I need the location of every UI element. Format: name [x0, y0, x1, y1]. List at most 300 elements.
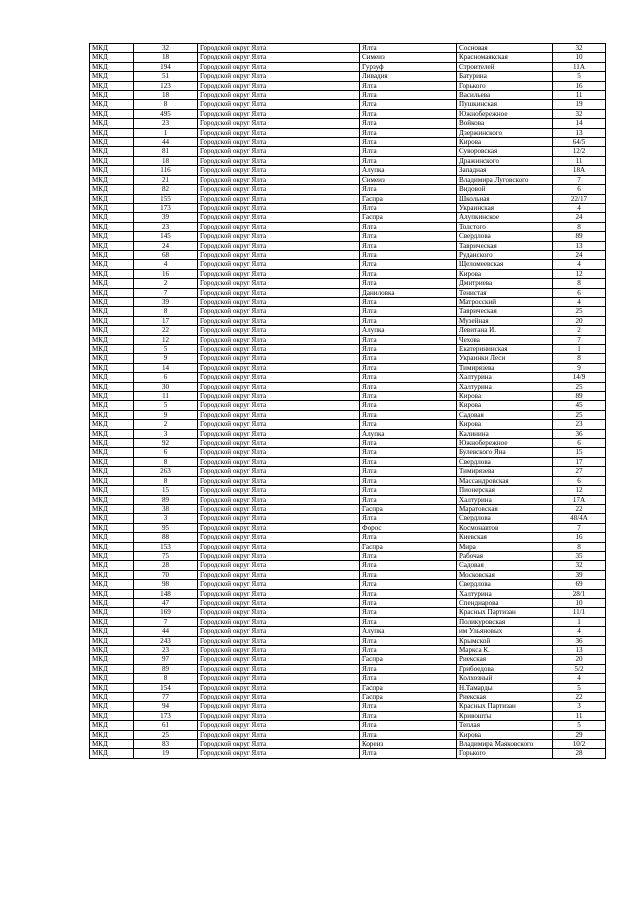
street-cell: Музейная [457, 316, 553, 325]
municipality-cell: Городской округ Ялта [198, 326, 360, 335]
record-number-cell: 2 [134, 279, 198, 288]
object-type-cell: МКД [90, 655, 134, 664]
locality-cell: Ялта [360, 570, 457, 579]
table-row [90, 288, 606, 297]
municipality-cell: Городской округ Ялта [198, 598, 360, 607]
table-row [90, 429, 606, 438]
municipality-cell: Городской округ Ялта [198, 316, 360, 325]
object-type-cell: МКД [90, 627, 134, 636]
municipality-cell: Городской округ Ялта [198, 194, 360, 203]
locality-cell: Ялта [360, 100, 457, 109]
street-cell: Видовой [457, 185, 553, 194]
street-cell: Владимира Маяковского [457, 740, 553, 749]
object-type-cell: МКД [90, 91, 134, 100]
municipality-cell: Городской округ Ялта [198, 363, 360, 372]
table-row [90, 617, 606, 626]
object-type-cell: МКД [90, 589, 134, 598]
municipality-cell: Городской округ Ялта [198, 147, 360, 156]
object-type-cell: МКД [90, 166, 134, 175]
object-type-cell: МКД [90, 213, 134, 222]
object-type-cell: МКД [90, 185, 134, 194]
object-type-cell: МКД [90, 740, 134, 749]
record-number-cell: 24 [134, 241, 198, 250]
municipality-cell: Городской округ Ялта [198, 439, 360, 448]
locality-cell: Ялта [360, 486, 457, 495]
street-cell: Щеломеевская [457, 260, 553, 269]
table-row [90, 269, 606, 278]
municipality-cell: Городской округ Ялта [198, 514, 360, 523]
house-number-cell: 39 [553, 570, 606, 579]
object-type-cell: МКД [90, 410, 134, 419]
table-row [90, 203, 606, 212]
object-type-cell: МКД [90, 138, 134, 147]
record-number-cell: 148 [134, 589, 198, 598]
table-row [90, 147, 606, 156]
object-type-cell: МКД [90, 335, 134, 344]
record-number-cell: 17 [134, 316, 198, 325]
record-number-cell: 123 [134, 81, 198, 90]
object-type-cell: МКД [90, 674, 134, 683]
record-number-cell: 8 [134, 307, 198, 316]
record-number-cell: 82 [134, 185, 198, 194]
house-number-cell: 15 [553, 448, 606, 457]
record-number-cell: 5 [134, 345, 198, 354]
table-row [90, 241, 606, 250]
municipality-cell: Городской округ Ялта [198, 476, 360, 485]
table-row [90, 674, 606, 683]
object-type-cell: МКД [90, 598, 134, 607]
house-number-cell: 4 [553, 297, 606, 306]
record-number-cell: 12 [134, 335, 198, 344]
locality-cell: Ялта [360, 749, 457, 758]
street-cell: Горького [457, 81, 553, 90]
table-row [90, 345, 606, 354]
municipality-cell: Городской округ Ялта [198, 279, 360, 288]
house-number-cell: 24 [553, 213, 606, 222]
record-number-cell: 11 [134, 392, 198, 401]
object-type-cell: МКД [90, 222, 134, 231]
house-number-cell: 36 [553, 636, 606, 645]
house-number-cell: 25 [553, 307, 606, 316]
house-number-cell: 24 [553, 250, 606, 259]
locality-cell: Форос [360, 523, 457, 532]
object-type-cell: МКД [90, 495, 134, 504]
locality-cell: Ялта [360, 664, 457, 673]
street-cell: Войкова [457, 119, 553, 128]
table-row [90, 504, 606, 513]
locality-cell: Ялта [360, 711, 457, 720]
table-row [90, 730, 606, 739]
street-cell: Левитана И. [457, 326, 553, 335]
object-type-cell: МКД [90, 636, 134, 645]
table-row [90, 467, 606, 476]
table-row [90, 523, 606, 532]
house-number-cell: 13 [553, 646, 606, 655]
street-cell: Свердлова [457, 580, 553, 589]
street-cell: Украинская [457, 203, 553, 212]
locality-cell: Гаспра [360, 504, 457, 513]
locality-cell: Ялта [360, 401, 457, 410]
house-number-cell: 5 [553, 72, 606, 81]
municipality-cell: Городской округ Ялта [198, 250, 360, 259]
locality-cell: Ялта [360, 646, 457, 655]
street-cell: Калинина [457, 429, 553, 438]
document-page [89, 43, 605, 759]
locality-cell: Ялта [360, 382, 457, 391]
municipality-cell: Городской округ Ялта [198, 523, 360, 532]
locality-cell: Гаспра [360, 213, 457, 222]
municipality-cell: Городской округ Ялта [198, 81, 360, 90]
table-row [90, 222, 606, 231]
municipality-cell: Городской округ Ялта [198, 401, 360, 410]
record-number-cell: 81 [134, 147, 198, 156]
table-row [90, 250, 606, 259]
street-cell: Красных Партизан [457, 702, 553, 711]
street-cell: Кирова [457, 401, 553, 410]
house-number-cell: 20 [553, 655, 606, 664]
house-number-cell: 5 [553, 721, 606, 730]
street-cell: Пионерская [457, 486, 553, 495]
house-number-cell: 89 [553, 392, 606, 401]
table-row [90, 392, 606, 401]
object-type-cell: МКД [90, 467, 134, 476]
table-row [90, 551, 606, 560]
house-number-cell: 11А [553, 62, 606, 71]
record-number-cell: 98 [134, 580, 198, 589]
locality-cell: Ялта [360, 608, 457, 617]
table-row [90, 194, 606, 203]
municipality-cell: Городской округ Ялта [198, 260, 360, 269]
street-cell: Киевская [457, 533, 553, 542]
object-type-cell: МКД [90, 147, 134, 156]
record-number-cell: 5 [134, 401, 198, 410]
house-number-cell: 4 [553, 674, 606, 683]
locality-cell: Ялта [360, 467, 457, 476]
locality-cell: Ялта [360, 730, 457, 739]
object-type-cell: МКД [90, 702, 134, 711]
table-row [90, 514, 606, 523]
municipality-cell: Городской округ Ялта [198, 100, 360, 109]
table-row [90, 570, 606, 579]
locality-cell: Гаспра [360, 693, 457, 702]
table-row [90, 580, 606, 589]
locality-cell: Алупка [360, 166, 457, 175]
street-cell: Спендиарова [457, 598, 553, 607]
record-number-cell: 8 [134, 457, 198, 466]
object-type-cell: МКД [90, 486, 134, 495]
street-cell: Толстого [457, 222, 553, 231]
street-cell: Халтурина [457, 382, 553, 391]
house-number-cell: 11/1 [553, 608, 606, 617]
table-row [90, 457, 606, 466]
street-cell: Мира [457, 542, 553, 551]
municipality-cell: Городской округ Ялта [198, 740, 360, 749]
street-cell: Теплая [457, 721, 553, 730]
street-cell: Маратовская [457, 504, 553, 513]
house-number-cell: 45 [553, 401, 606, 410]
table-row [90, 561, 606, 570]
house-number-cell: 6 [553, 476, 606, 485]
record-number-cell: 173 [134, 711, 198, 720]
record-number-cell: 9 [134, 354, 198, 363]
object-type-cell: МКД [90, 514, 134, 523]
locality-cell: Ялта [360, 420, 457, 429]
object-type-cell: МКД [90, 504, 134, 513]
street-cell: Свердлова [457, 457, 553, 466]
table-row [90, 589, 606, 598]
locality-cell: Ялта [360, 44, 457, 53]
object-type-cell: МКД [90, 683, 134, 692]
object-type-cell: МКД [90, 345, 134, 354]
record-number-cell: 9 [134, 410, 198, 419]
street-cell: Свердлова [457, 232, 553, 241]
street-cell: им Ульяновых [457, 627, 553, 636]
table-row [90, 175, 606, 184]
municipality-cell: Городской округ Ялта [198, 373, 360, 382]
object-type-cell: МКД [90, 561, 134, 570]
record-number-cell: 39 [134, 213, 198, 222]
municipality-cell: Городской округ Ялта [198, 721, 360, 730]
table-row [90, 185, 606, 194]
locality-cell: Ялта [360, 448, 457, 457]
registry-table-body [90, 44, 606, 759]
house-number-cell: 11 [553, 91, 606, 100]
object-type-cell: МКД [90, 373, 134, 382]
municipality-cell: Городской округ Ялта [198, 269, 360, 278]
municipality-cell: Городской округ Ялта [198, 580, 360, 589]
municipality-cell: Городской округ Ялта [198, 138, 360, 147]
municipality-cell: Городской округ Ялта [198, 62, 360, 71]
street-cell: Красных Партизан [457, 608, 553, 617]
locality-cell: Ялта [360, 279, 457, 288]
house-number-cell: 28 [553, 749, 606, 758]
municipality-cell: Городской округ Ялта [198, 570, 360, 579]
house-number-cell: 19 [553, 100, 606, 109]
record-number-cell: 89 [134, 495, 198, 504]
municipality-cell: Городской округ Ялта [198, 166, 360, 175]
table-row [90, 363, 606, 372]
municipality-cell: Городской округ Ялта [198, 335, 360, 344]
house-number-cell: 16 [553, 533, 606, 542]
record-number-cell: 75 [134, 551, 198, 560]
record-number-cell: 2 [134, 420, 198, 429]
house-number-cell: 5 [553, 683, 606, 692]
house-number-cell: 12 [553, 269, 606, 278]
house-number-cell: 6 [553, 439, 606, 448]
locality-cell: Ялта [360, 495, 457, 504]
street-cell: Дзержинского [457, 128, 553, 137]
locality-cell: Ялта [360, 232, 457, 241]
street-cell: Дражинского [457, 156, 553, 165]
table-row [90, 335, 606, 344]
municipality-cell: Городской округ Ялта [198, 410, 360, 419]
object-type-cell: МКД [90, 203, 134, 212]
house-number-cell: 14 [553, 119, 606, 128]
street-cell: Садовая [457, 561, 553, 570]
street-cell: Сосновая [457, 44, 553, 53]
house-number-cell: 35 [553, 551, 606, 560]
table-row [90, 53, 606, 62]
house-number-cell: 28/1 [553, 589, 606, 598]
table-row [90, 373, 606, 382]
object-type-cell: МКД [90, 382, 134, 391]
table-row [90, 495, 606, 504]
object-type-cell: МКД [90, 232, 134, 241]
table-row [90, 91, 606, 100]
object-type-cell: МКД [90, 693, 134, 702]
record-number-cell: 15 [134, 486, 198, 495]
house-number-cell: 7 [553, 175, 606, 184]
locality-cell: Ялта [360, 345, 457, 354]
record-number-cell: 89 [134, 664, 198, 673]
municipality-cell: Городской округ Ялта [198, 664, 360, 673]
house-number-cell: 23 [553, 420, 606, 429]
object-type-cell: МКД [90, 175, 134, 184]
municipality-cell: Городской округ Ялта [198, 72, 360, 81]
house-number-cell: 5/2 [553, 664, 606, 673]
locality-cell: Ялта [360, 297, 457, 306]
object-type-cell: МКД [90, 457, 134, 466]
house-number-cell: 20 [553, 316, 606, 325]
locality-cell: Симеиз [360, 53, 457, 62]
locality-cell: Алупка [360, 326, 457, 335]
house-number-cell: 18А [553, 166, 606, 175]
locality-cell: Ялта [360, 363, 457, 372]
table-row [90, 260, 606, 269]
record-number-cell: 153 [134, 542, 198, 551]
municipality-cell: Городской округ Ялта [198, 420, 360, 429]
locality-cell: Ялта [360, 203, 457, 212]
record-number-cell: 51 [134, 72, 198, 81]
locality-cell: Алупка [360, 627, 457, 636]
municipality-cell: Городской округ Ялта [198, 109, 360, 118]
street-cell: Кирова [457, 392, 553, 401]
street-cell: Колхозный [457, 674, 553, 683]
table-row [90, 213, 606, 222]
locality-cell: Ялта [360, 81, 457, 90]
locality-cell: Ялта [360, 119, 457, 128]
locality-cell: Ялта [360, 533, 457, 542]
object-type-cell: МКД [90, 711, 134, 720]
record-number-cell: 4 [134, 260, 198, 269]
house-number-cell: 32 [553, 561, 606, 570]
house-number-cell: 48/4А [553, 514, 606, 523]
record-number-cell: 194 [134, 62, 198, 71]
municipality-cell: Городской округ Ялта [198, 128, 360, 137]
street-cell: Крымской [457, 636, 553, 645]
locality-cell: Ялта [360, 222, 457, 231]
record-number-cell: 44 [134, 138, 198, 147]
object-type-cell: МКД [90, 429, 134, 438]
house-number-cell: 69 [553, 580, 606, 589]
locality-cell: Ялта [360, 580, 457, 589]
table-row [90, 81, 606, 90]
locality-cell: Ялта [360, 410, 457, 419]
record-number-cell: 18 [134, 156, 198, 165]
table-row [90, 486, 606, 495]
house-number-cell: 22/17 [553, 194, 606, 203]
record-number-cell: 495 [134, 109, 198, 118]
municipality-cell: Городской округ Ялта [198, 457, 360, 466]
locality-cell: Ялта [360, 598, 457, 607]
house-number-cell: 8 [553, 542, 606, 551]
municipality-cell: Городской округ Ялта [198, 297, 360, 306]
object-type-cell: МКД [90, 533, 134, 542]
locality-cell: Ялта [360, 109, 457, 118]
street-cell: Чехова [457, 335, 553, 344]
street-cell: Маркса К. [457, 646, 553, 655]
object-type-cell: МКД [90, 269, 134, 278]
record-number-cell: 39 [134, 297, 198, 306]
housing-registry-table [89, 43, 606, 759]
object-type-cell: МКД [90, 542, 134, 551]
municipality-cell: Городской округ Ялта [198, 711, 360, 720]
street-cell: Дмитриева [457, 279, 553, 288]
street-cell: Риекская [457, 693, 553, 702]
locality-cell: Ялта [360, 335, 457, 344]
street-cell: Пушкинская [457, 100, 553, 109]
record-number-cell: 68 [134, 250, 198, 259]
street-cell: Строителей [457, 62, 553, 71]
locality-cell: Ялта [360, 702, 457, 711]
house-number-cell: 3 [553, 702, 606, 711]
locality-cell: Ялта [360, 373, 457, 382]
house-number-cell: 9 [553, 363, 606, 372]
municipality-cell: Городской округ Ялта [198, 551, 360, 560]
house-number-cell: 29 [553, 730, 606, 739]
table-row [90, 711, 606, 720]
house-number-cell: 13 [553, 128, 606, 137]
locality-cell: Ялта [360, 439, 457, 448]
record-number-cell: 7 [134, 288, 198, 297]
object-type-cell: МКД [90, 730, 134, 739]
house-number-cell: 32 [553, 109, 606, 118]
object-type-cell: МКД [90, 316, 134, 325]
record-number-cell: 263 [134, 467, 198, 476]
house-number-cell: 10 [553, 53, 606, 62]
house-number-cell: 2 [553, 326, 606, 335]
house-number-cell: 4 [553, 203, 606, 212]
record-number-cell: 3 [134, 514, 198, 523]
table-row [90, 693, 606, 702]
locality-cell: Ялта [360, 128, 457, 137]
object-type-cell: МКД [90, 617, 134, 626]
record-number-cell: 6 [134, 373, 198, 382]
locality-cell: Ялта [360, 185, 457, 194]
municipality-cell: Городской округ Ялта [198, 185, 360, 194]
object-type-cell: МКД [90, 128, 134, 137]
municipality-cell: Городской округ Ялта [198, 504, 360, 513]
house-number-cell: 16 [553, 81, 606, 90]
table-row [90, 382, 606, 391]
municipality-cell: Городской округ Ялта [198, 542, 360, 551]
street-cell: Батурина [457, 72, 553, 81]
record-number-cell: 8 [134, 674, 198, 683]
table-row [90, 62, 606, 71]
municipality-cell: Городской округ Ялта [198, 655, 360, 664]
record-number-cell: 83 [134, 740, 198, 749]
house-number-cell: 22 [553, 693, 606, 702]
locality-cell: Ялта [360, 91, 457, 100]
municipality-cell: Городской округ Ялта [198, 617, 360, 626]
locality-cell: Ялта [360, 589, 457, 598]
locality-cell: Даниловка [360, 288, 457, 297]
object-type-cell: МКД [90, 608, 134, 617]
table-row [90, 138, 606, 147]
table-row [90, 598, 606, 607]
municipality-cell: Городской округ Ялта [198, 119, 360, 128]
street-cell: Халтурина [457, 495, 553, 504]
